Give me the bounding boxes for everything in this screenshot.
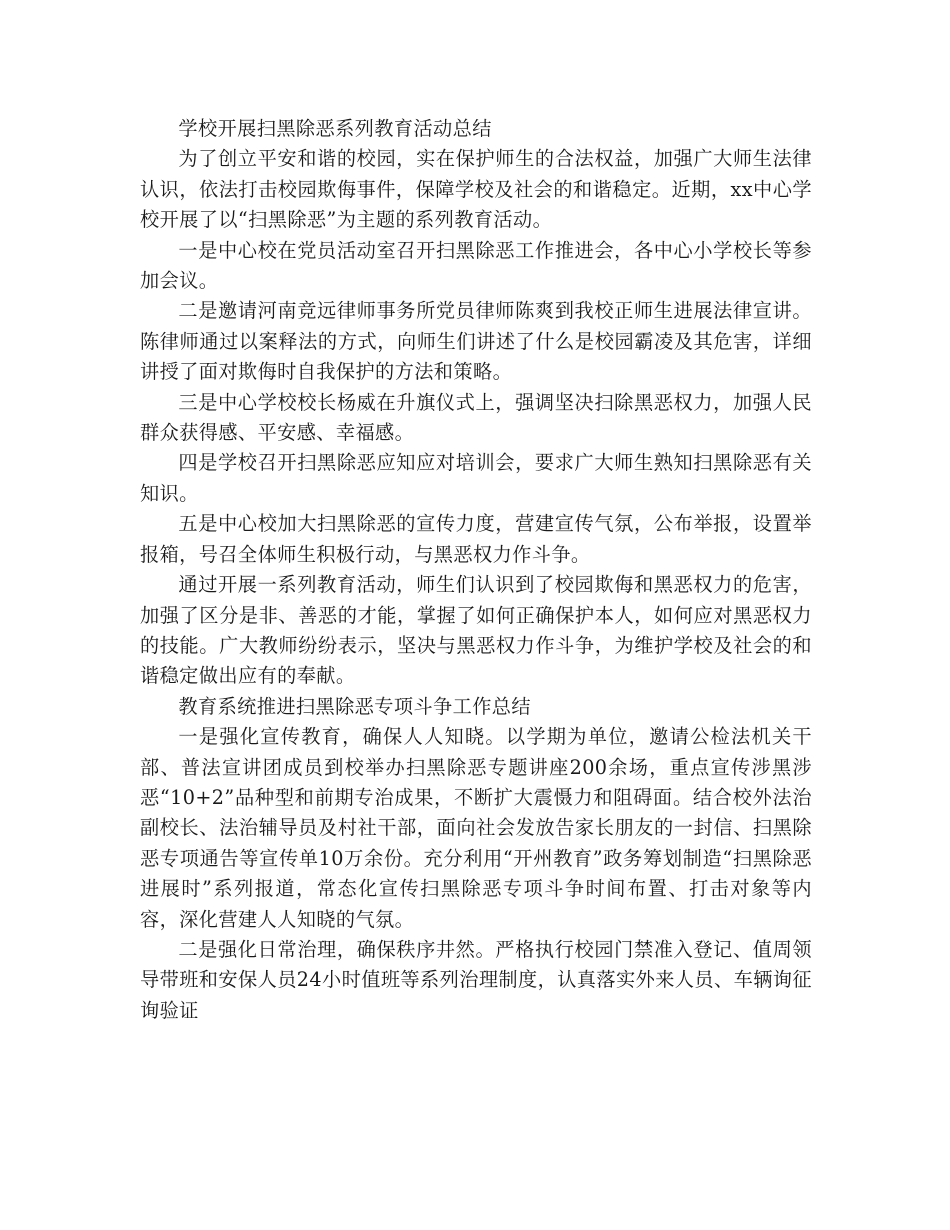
section1-paragraph-2: 一是中心校在党员活动室召开扫黑除恶工作推进会，各中心小学校长等参加会议。	[140, 238, 812, 293]
section1-paragraph-4: 三是中心学校校长杨威在升旗仪式上，强调坚决扫除黑恶权力，加强人民群众获得感、平安感、幸福感。	[140, 390, 812, 445]
section2-paragraph-2: 二是强化日常治理，确保秩序井然。严格执行校园门禁准入登记、值周领导带班和安保人员24小时值班等系列治理制度，认真落实外来人员、车辆询征询验证	[140, 937, 812, 1022]
section1-paragraph-7: 通过开展一系列教育活动，师生们认识到了校园欺侮和黑恶权力的危害，加强了区分是非、善恶的才能，掌握了如何正确保护本人，如何应对黑恶权力的技能。广大教师纷纷表示，坚决与黑恶权力作斗争，为维护学校及社会的和谐稳定做出应有的奉献。	[140, 573, 812, 688]
section1-paragraph-3: 二是邀请河南竞远律师事务所党员律师陈爽到我校正师生进展法律宣讲。陈律师通过以案释法的方式，向师生们讲述了什么是校园霸凌及其危害，详细讲授了面对欺侮时自我保护的方法和策略。	[140, 299, 812, 384]
section2-paragraph-1: 一是强化宣传教育，确保人人知晓。以学期为单位，邀请公检法机关干部、普法宣讲团成员到校举办扫黑除恶专题讲座200余场，重点宣传涉黑涉恶“10+2”品种型和前期专治成果，不断扩大震慑力和阻碍面。结合校外法治副校长、法治辅导员及村社干部，面向社会发放告家长朋友的一封信、扫黑除恶专项通告等宣传单10万余份。充分利用“开州教育”政务筹划制造“扫黑除恶进展时”系列报道，常态化宣传扫黑除恶专项斗争时间布置、打击对象等内容，深化营建人人知晓的气氛。	[140, 725, 812, 931]
section1-paragraph-6: 五是中心校加大扫黑除恶的宣传力度，营建宣传气氛，公布举报，设置举报箱，号召全体师生积极行动，与黑恶权力作斗争。	[140, 512, 812, 566]
section1-paragraph-1: 为了创立平安和谐的校园，实在保护师生的合法权益，加强广大师生法律认识，依法打击校园欺侮事件，保障学校及社会的和谐稳定。近期，xx中心学校开展了以“扫黑除恶”为主题的系列教育活动。	[140, 147, 812, 232]
section2-title: 教育系统推进扫黑除恶专项斗争工作总结	[178, 694, 531, 718]
document-body	[140, 114, 812, 1026]
section1-paragraph-5: 四是学校召开扫黑除恶应知应对培训会，要求广大师生熟知扫黑除恶有关知识。	[140, 451, 812, 505]
section1-title: 学校开展扫黑除恶系列教育活动总结	[178, 117, 492, 140]
